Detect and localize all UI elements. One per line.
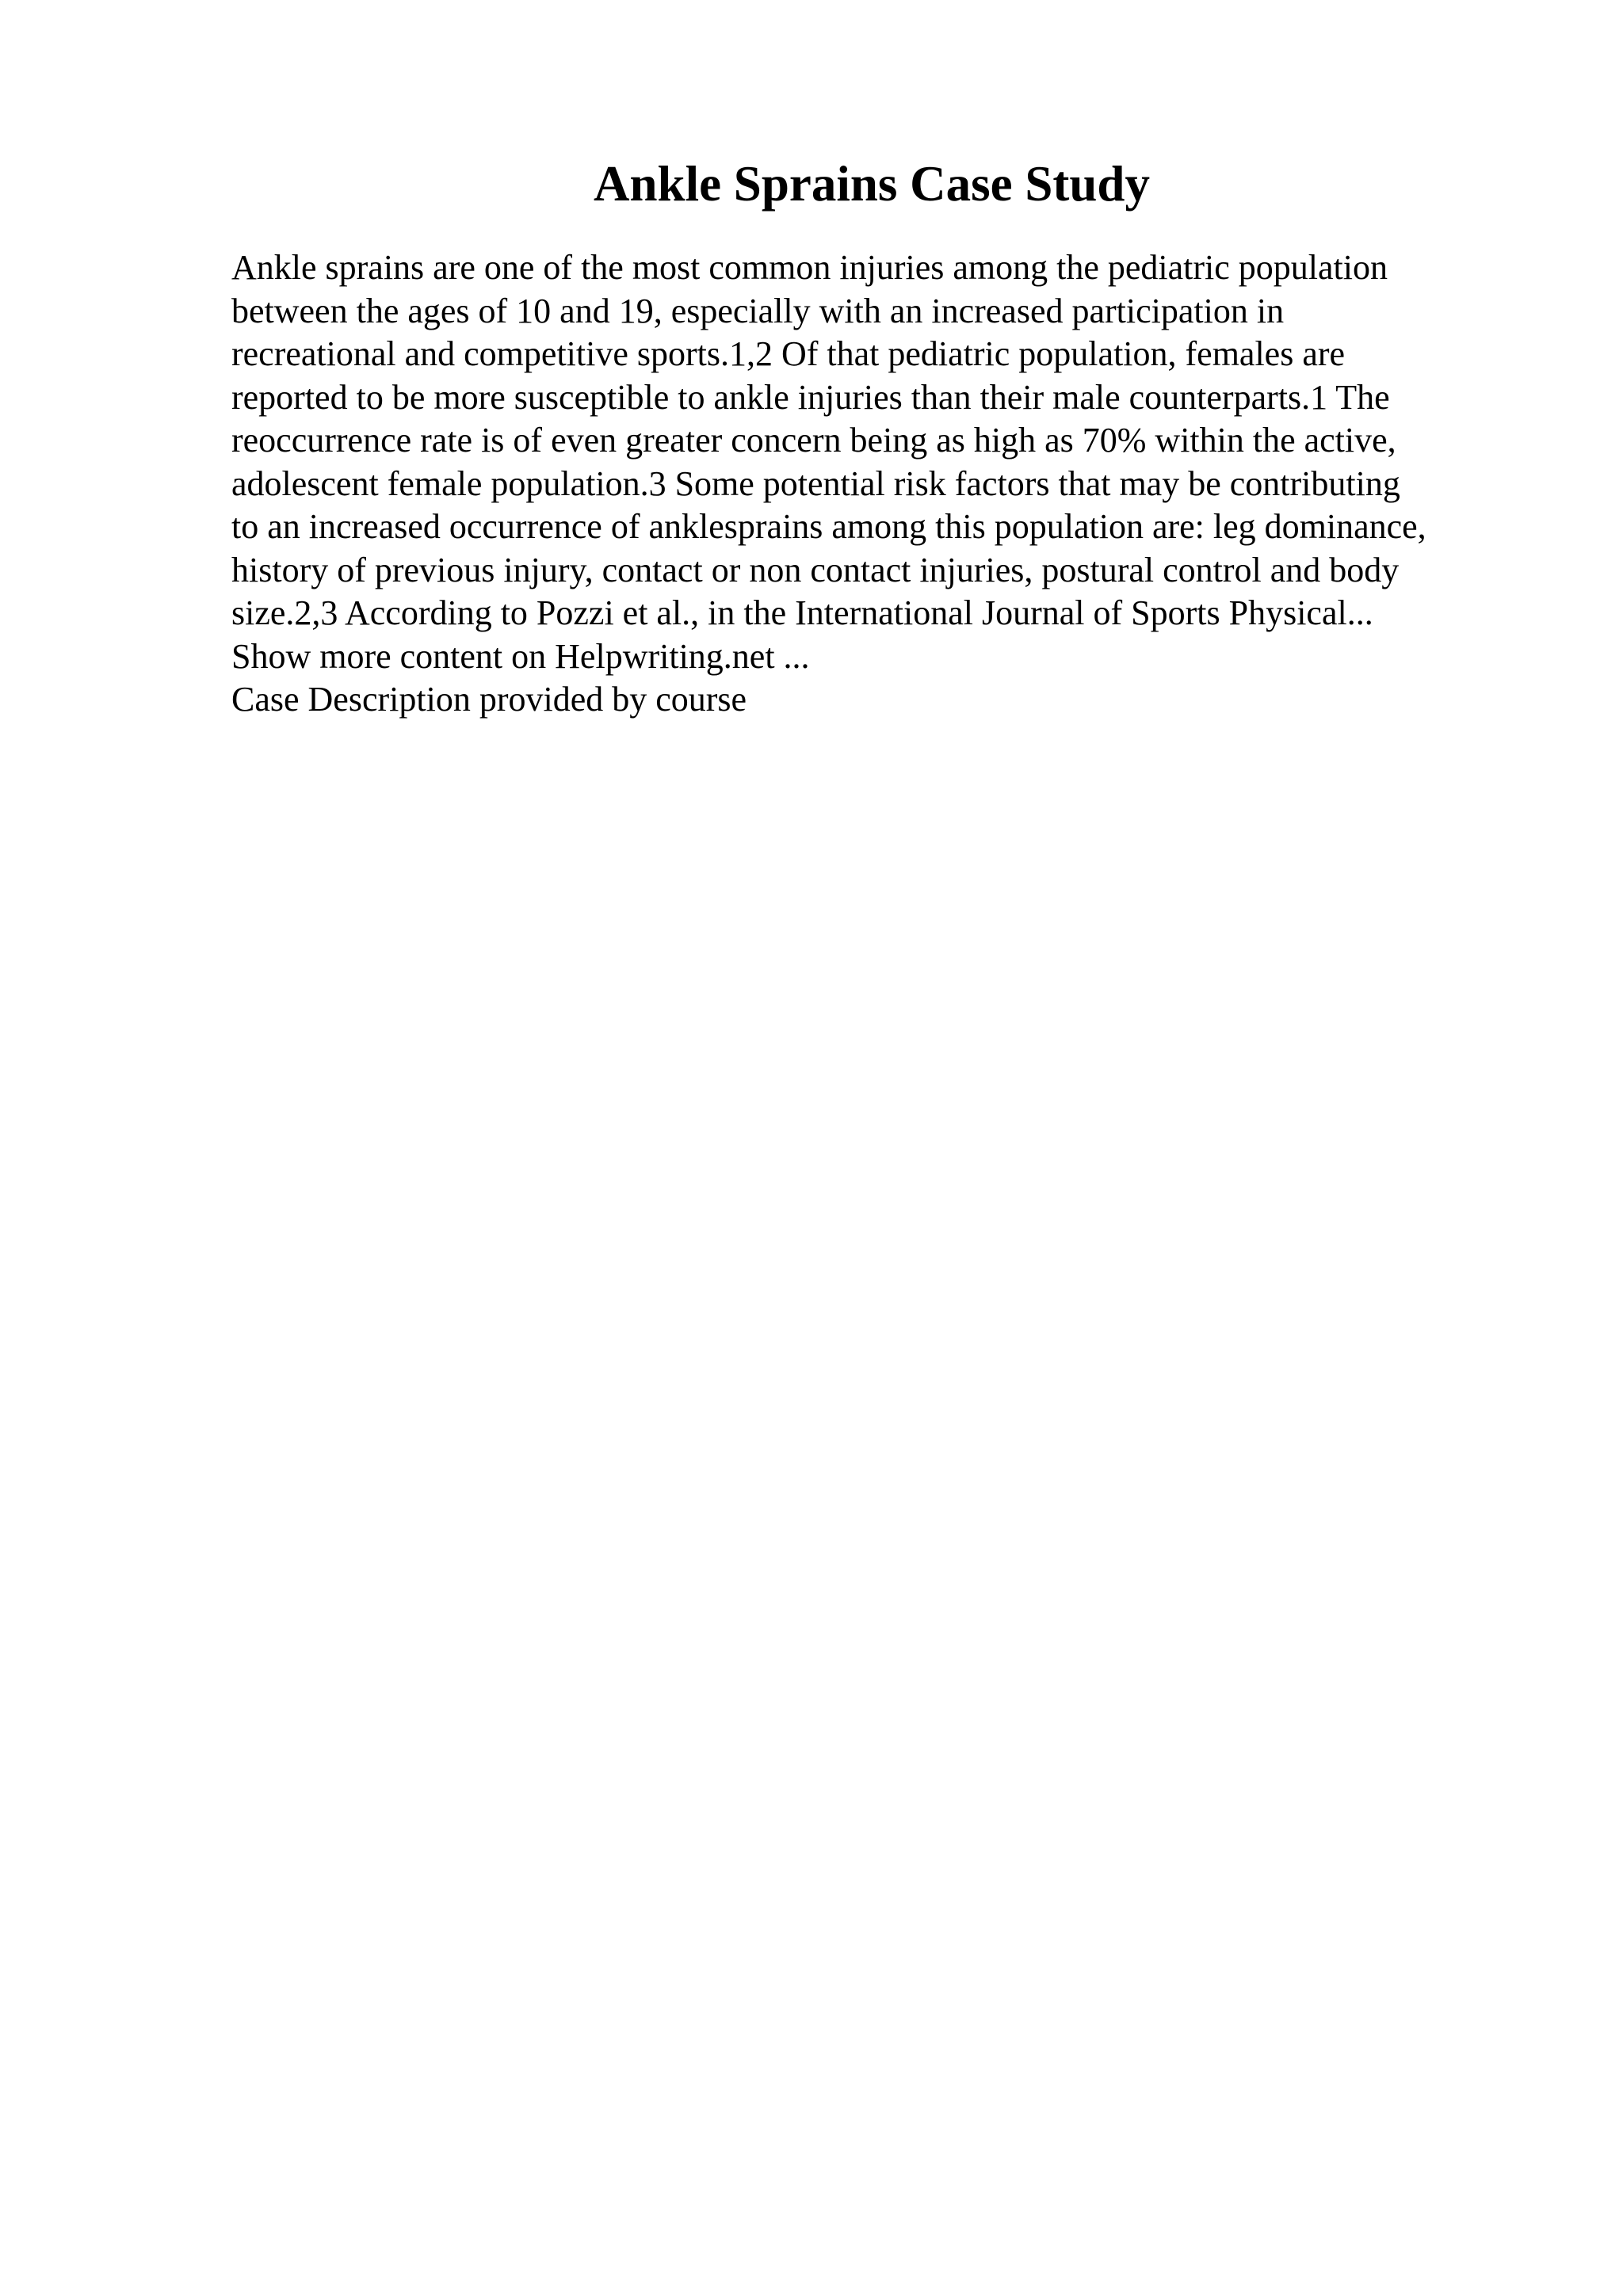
body-text [231, 246, 1515, 722]
body-line: recreational and competitive sports.1,2 Of that pediatric population, females are [231, 334, 1346, 373]
body-line: between the ages of 10 and 19, especially with an increased participation in [231, 291, 1285, 330]
body-line: to an increased occurrence of anklesprains among this population are: leg dominance, [231, 507, 1426, 546]
body-line: history of previous injury, contact or non contact injuries, postural control and body [231, 550, 1400, 589]
show-more-link-text: Show more content on Helpwriting.net ... [231, 636, 810, 676]
body-line: size.2,3 According to Pozzi et al., in the International Journal of Sports Physical... [231, 593, 1373, 632]
body-line: adolescent female population.3 Some potential risk factors that may be contributing [231, 463, 1400, 503]
body-line: Ankle sprains are one of the most common injuries among the pediatric population [231, 248, 1388, 287]
body-line: reoccurrence rate is of even greater concern being as high as 70% within the active, [231, 421, 1396, 460]
body-line: reported to be more susceptible to ankle injuries than their male counterparts.1 The [231, 377, 1390, 417]
page-title: Ankle Sprains Case Study [594, 156, 1150, 212]
case-description-line: Case Description provided by course [231, 680, 747, 719]
